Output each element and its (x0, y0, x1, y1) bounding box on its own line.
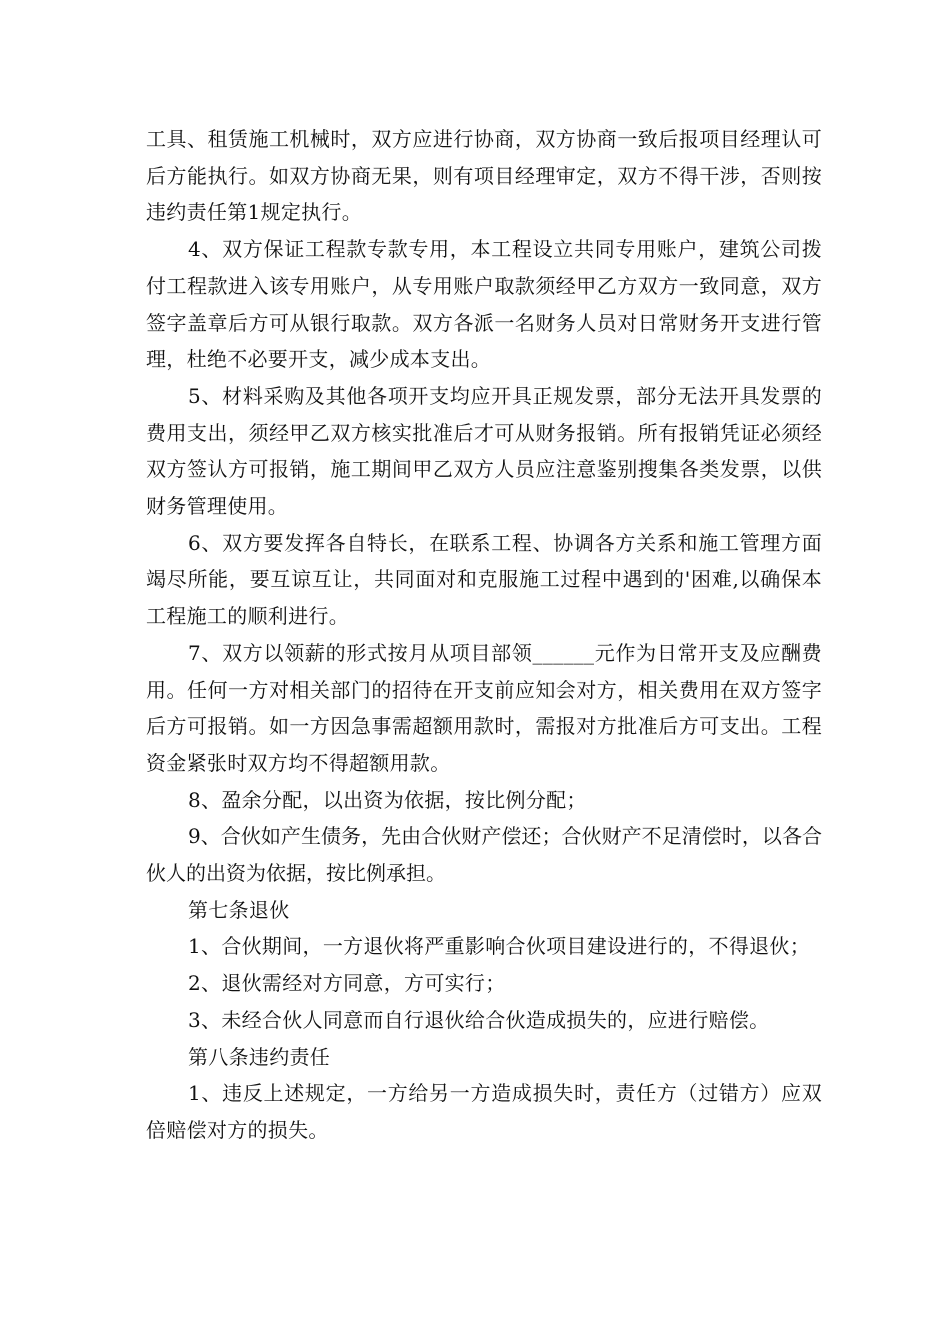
section-heading-liability: 第八条违约责任 (188, 1044, 331, 1069)
section-heading-withdrawal: 第七条退伙 (188, 897, 290, 922)
withdrawal-item-3: 3、未经合伙人同意而自行退伙给合伙造成损失的，应进行赔偿。 (188, 1007, 770, 1032)
clause-6: 6、双方要发挥各自特长，在联系工程、协调各方关系和施工管理方面竭尽所能，要互谅互让，共同面对和克服施工过程中遇到的'困难,以确保本工程施工的顺利进行。 (146, 530, 822, 629)
clause-7: 7、双方以领薪的形式按月从项目部领______元作为日常开支及应酬费用。任何一方对相关部门的招待在开支前应知会对方，相关费用在双方签字后方可报销。如一方因急事需超额用款时，需报对方批准后方可支出。工程资金紧张时双方均不得超额用款。 (146, 640, 822, 775)
document-body (146, 121, 822, 1149)
clause-4: 4、双方保证工程款专款专用，本工程设立共同专用账户，建筑公司拨付工程款进入该专用账户，从专用账户取款须经甲乙方双方一致同意，双方签字盖章后方可从银行取款。双方各派一名财务人员对日常财务开支进行管理，杜绝不必要开支，减少成本支出。 (146, 237, 822, 372)
withdrawal-item-2: 2、退伙需经对方同意，方可实行； (188, 971, 506, 996)
liability-item-1: 1、违反上述规定，一方给另一方造成损失时，责任方（过错方）应双倍赔偿对方的损失。 (146, 1081, 822, 1142)
clause-8: 8、盈余分配，以出资为依据，按比例分配； (188, 787, 587, 812)
clause-5: 5、材料采购及其他各项开支均应开具正规发票，部分无法开具发票的费用支出，须经甲乙双方核实批准后才可从财务报销。所有报销凭证必须经双方签认方可报销，施工期间甲乙双方人员应注意鉴别搜集各类发票，以供财务管理使用。 (146, 383, 822, 519)
paragraph-continuation: 工具、租赁施工机械时，双方应进行协商，双方协商一致后报项目经理认可后方能执行。如双方协商无果，则有项目经理审定，双方不得干涉，否则按违约责任第1规定执行。 (146, 127, 822, 225)
clause-9: 9、合伙如产生债务，先由合伙财产偿还；合伙财产不足清偿时，以各合伙人的出资为依据，按比例承担。 (146, 824, 822, 886)
withdrawal-item-1: 1、合伙期间，一方退伙将严重影响合伙项目建设进行的，不得退伙； (188, 934, 811, 959)
